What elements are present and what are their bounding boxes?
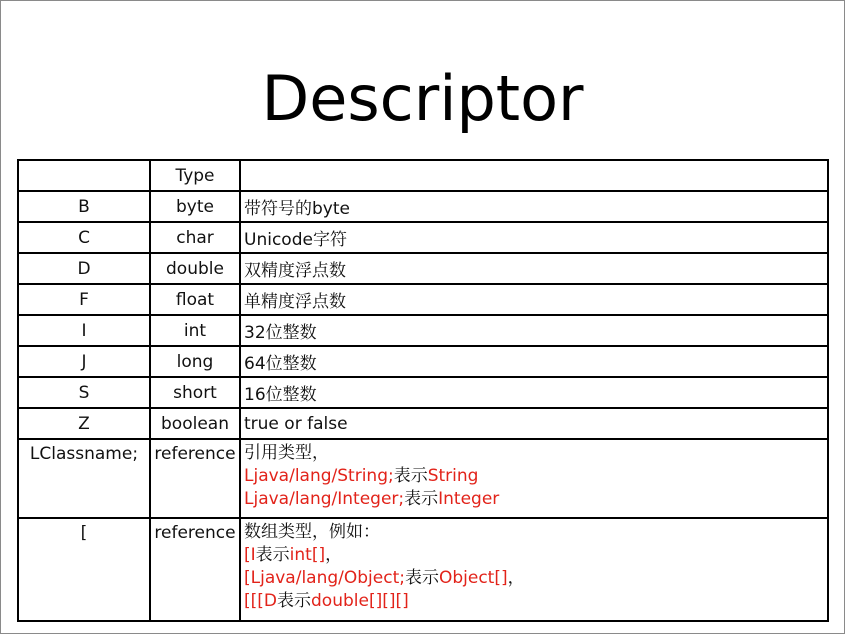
table-header-row	[18, 160, 828, 191]
table-row	[18, 191, 828, 222]
table-row-array	[18, 518, 828, 621]
example-line	[244, 567, 824, 590]
plain-text: 表示	[277, 591, 311, 611]
plain-text: 表示	[255, 545, 290, 565]
example-line	[244, 465, 824, 488]
description-cell: Unicode字符	[240, 222, 828, 253]
descriptor-cell: LClassname;	[18, 439, 150, 518]
slide-title: Descriptor	[261, 62, 584, 135]
description-cell: 带符号的byte	[240, 191, 828, 222]
plain-text: 表示	[404, 568, 439, 588]
type-cell: float	[150, 284, 240, 315]
code-text: Integer	[438, 489, 500, 509]
example-line	[244, 544, 824, 567]
example-line	[244, 590, 824, 613]
code-text: [[[D	[244, 591, 277, 611]
description-cell: true or false	[240, 408, 828, 439]
header-cell-descriptor	[18, 160, 150, 191]
table-row	[18, 222, 828, 253]
table-row-classname	[18, 439, 828, 518]
code-text: [I	[244, 545, 256, 565]
description-cell: 16位整数	[240, 377, 828, 408]
type-cell: byte	[150, 191, 240, 222]
table-row	[18, 377, 828, 408]
plain-text: 表示	[393, 466, 428, 486]
type-cell: double	[150, 253, 240, 284]
descriptor-cell: J	[18, 346, 150, 377]
code-text: Ljava/lang/Integer;	[244, 489, 405, 509]
plain-text: 表示	[404, 489, 439, 509]
descriptor-cell: S	[18, 377, 150, 408]
descriptor-cell: [	[18, 518, 150, 621]
type-cell: int	[150, 315, 240, 346]
description-cell: 64位整数	[240, 346, 828, 377]
example-line	[244, 488, 824, 511]
type-cell: reference	[150, 518, 240, 621]
description-cell	[240, 518, 828, 621]
type-cell: char	[150, 222, 240, 253]
code-text: String	[427, 466, 479, 486]
description-line: 数组类型，例如：	[244, 522, 380, 542]
descriptor-cell: I	[18, 315, 150, 346]
code-text: [Ljava/lang/Object;	[244, 568, 405, 588]
description-cell: 32位整数	[240, 315, 828, 346]
code-text: Object[]	[438, 568, 508, 588]
table-row	[18, 315, 828, 346]
descriptor-cell: B	[18, 191, 150, 222]
descriptor-table	[17, 159, 829, 622]
type-cell: long	[150, 346, 240, 377]
type-cell: boolean	[150, 408, 240, 439]
plain-text: ，	[507, 568, 525, 588]
description-line: 引用类型，	[244, 443, 329, 463]
header-cell-description	[240, 160, 828, 191]
description-cell: 双精度浮点数	[240, 253, 828, 284]
descriptor-cell: D	[18, 253, 150, 284]
descriptor-cell: F	[18, 284, 150, 315]
code-text: int[]	[289, 545, 326, 565]
type-cell: reference	[150, 439, 240, 518]
plain-text: ，	[325, 545, 343, 565]
table-row	[18, 346, 828, 377]
code-text: Ljava/lang/String;	[244, 466, 394, 486]
description-cell: 单精度浮点数	[240, 284, 828, 315]
table-row	[18, 408, 828, 439]
table-row	[18, 253, 828, 284]
descriptor-cell: Z	[18, 408, 150, 439]
descriptor-cell: C	[18, 222, 150, 253]
table-row	[18, 284, 828, 315]
description-cell	[240, 439, 828, 518]
code-text: double[][][]	[311, 591, 409, 611]
type-cell: short	[150, 377, 240, 408]
header-cell-type: Type	[150, 160, 240, 191]
